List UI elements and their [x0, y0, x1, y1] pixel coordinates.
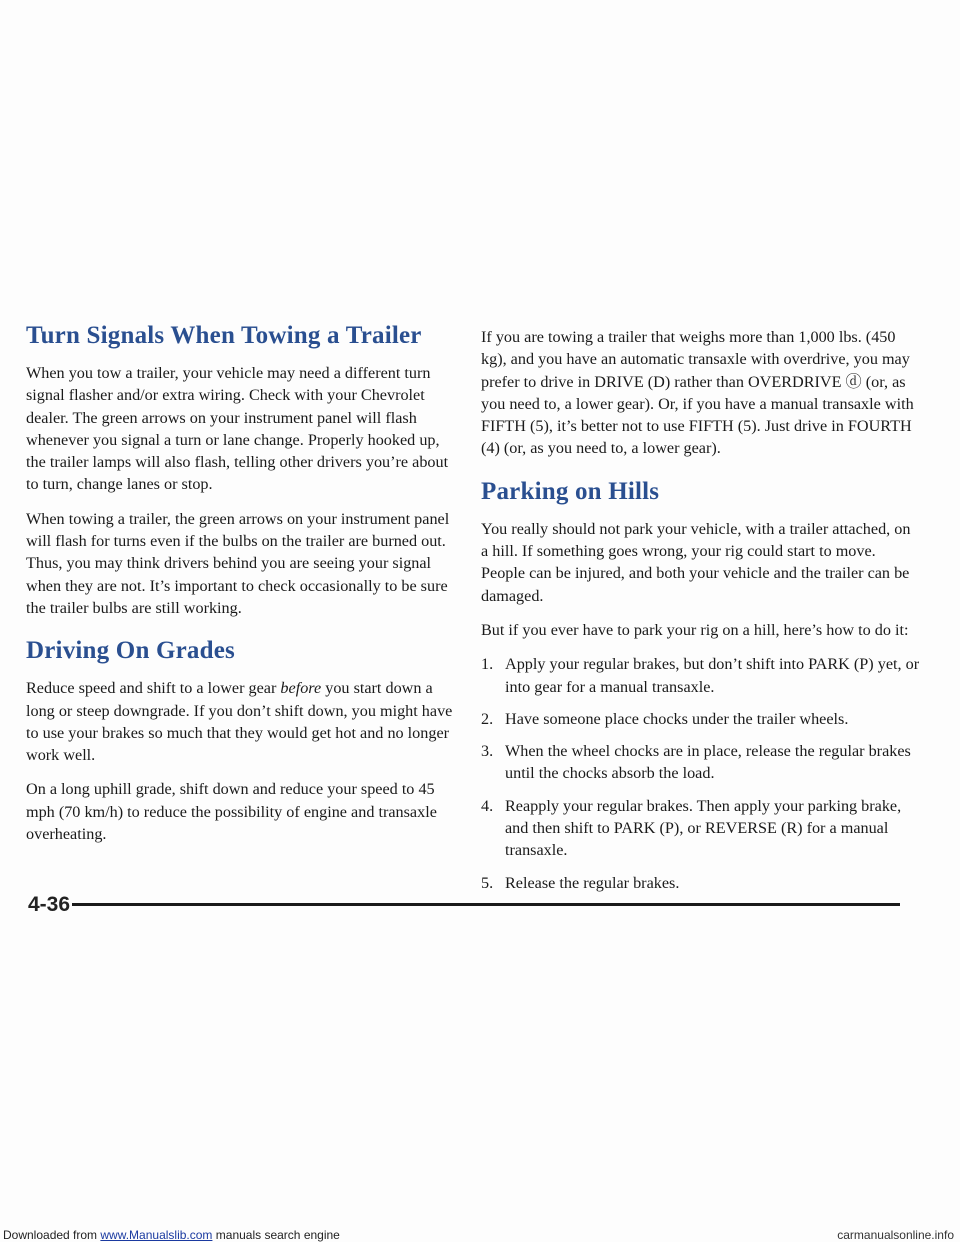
- paragraph-grades-1: [26, 677, 456, 766]
- list-item: [481, 795, 921, 862]
- heading-parking-on-hills: Parking on Hills: [481, 477, 660, 505]
- step-text: Apply your regular brakes, but don’t shift into PARK (P) yet, or into gear for a manual transaxle.: [505, 655, 920, 696]
- left-column: [26, 322, 456, 857]
- list-item: [481, 653, 921, 698]
- step-number: 2.: [481, 709, 494, 728]
- paragraph-turn-signals-2: When towing a trailer, the green arrows on your instrument panel will flash for turns even if the bulbs on the trailer are burned out. Thus, you may think drivers behind you are seeing your signal when they are not. It’s important to check occasionally to be sure the trailer bulbs are still working.: [26, 509, 450, 617]
- grades-text-start: Reduce speed and shift to a lower gear: [26, 679, 281, 698]
- heading-turn-signals: Turn Signals When Towing a Trailer: [26, 322, 422, 349]
- step-text: Release the regular brakes.: [505, 873, 680, 892]
- step-text: Have someone place chocks under the trailer wheels.: [505, 709, 849, 728]
- paragraph-parking-2: But if you ever have to park your rig on a hill, here’s how to do it:: [481, 620, 909, 639]
- paragraph-turn-signals-1: When you tow a trailer, your vehicle may need a different turn signal flasher and/or extra wiring. Check with your Chevrolet dealer. The green arrows on your instrument panel will flash whenever you signal a turn or lane change. Properly hooked up, the trailer lamps will also flash, telling other drivers you’re about to turn, change lanes or stop.: [26, 364, 449, 494]
- step-number: 4.: [481, 796, 494, 815]
- watermark-text: carmanualsonline.info: [837, 1228, 954, 1242]
- step-text: Reapply your regular brakes. Then apply your parking brake, and then shift to PARK (P), or REVERSE (R) for a manual transaxle.: [505, 796, 902, 860]
- list-item: [481, 872, 921, 894]
- paragraph-parking-1: You really should not park your vehicle, with a trailer attached, on a hill. If something goes wrong, your rig could start to move. People can be injured, and both your vehicle and the trailer can be damaged.: [481, 519, 911, 605]
- right-column: [481, 326, 921, 904]
- download-prefix: Downloaded from: [3, 1228, 101, 1242]
- parking-steps-list: [481, 653, 921, 894]
- paragraph-grades-2: On a long uphill grade, shift down and reduce your speed to 45 mph (70 km/h) to reduce the possibility of engine and transaxle overheating.: [26, 780, 437, 844]
- footer-divider: [72, 903, 900, 906]
- manualslib-link[interactable]: www.Manualslib.com: [100, 1228, 213, 1242]
- step-number: 5.: [481, 873, 494, 892]
- step-number: 1.: [481, 655, 494, 674]
- paragraph-overdrive: If you are towing a trailer that weighs more than 1,000 lbs. (450 kg), and you have an automatic transaxle with overdrive, you may prefer to drive in DRIVE (D) rather than OVERDRIVE ⓓ (or, as you need to, a lower gear). Or, if you have a manual transaxle with FIFTH (5), it’s better not to use FIFTH (5). Just drive in FOURTH (4) (or, as you need to, a lower gear).: [481, 328, 914, 458]
- download-bar: [0, 1228, 960, 1242]
- download-suffix: manuals search engine: [212, 1228, 340, 1242]
- page-number: 4-36: [28, 893, 71, 916]
- grades-text-end: you start down a long or steep downgrade. If you don’t shift down, you might have to use your brakes so much that they would get hot and no longer work well.: [26, 679, 453, 765]
- step-text: When the wheel chocks are in place, release the regular brakes until the chocks absorb the load.: [505, 742, 911, 783]
- grades-text-italic: before: [280, 679, 322, 698]
- download-notice: [3, 1228, 340, 1242]
- heading-driving-on-grades: Driving On Grades: [26, 637, 235, 665]
- step-number: 3.: [481, 742, 494, 761]
- list-item: [481, 740, 921, 785]
- list-item: [481, 708, 921, 730]
